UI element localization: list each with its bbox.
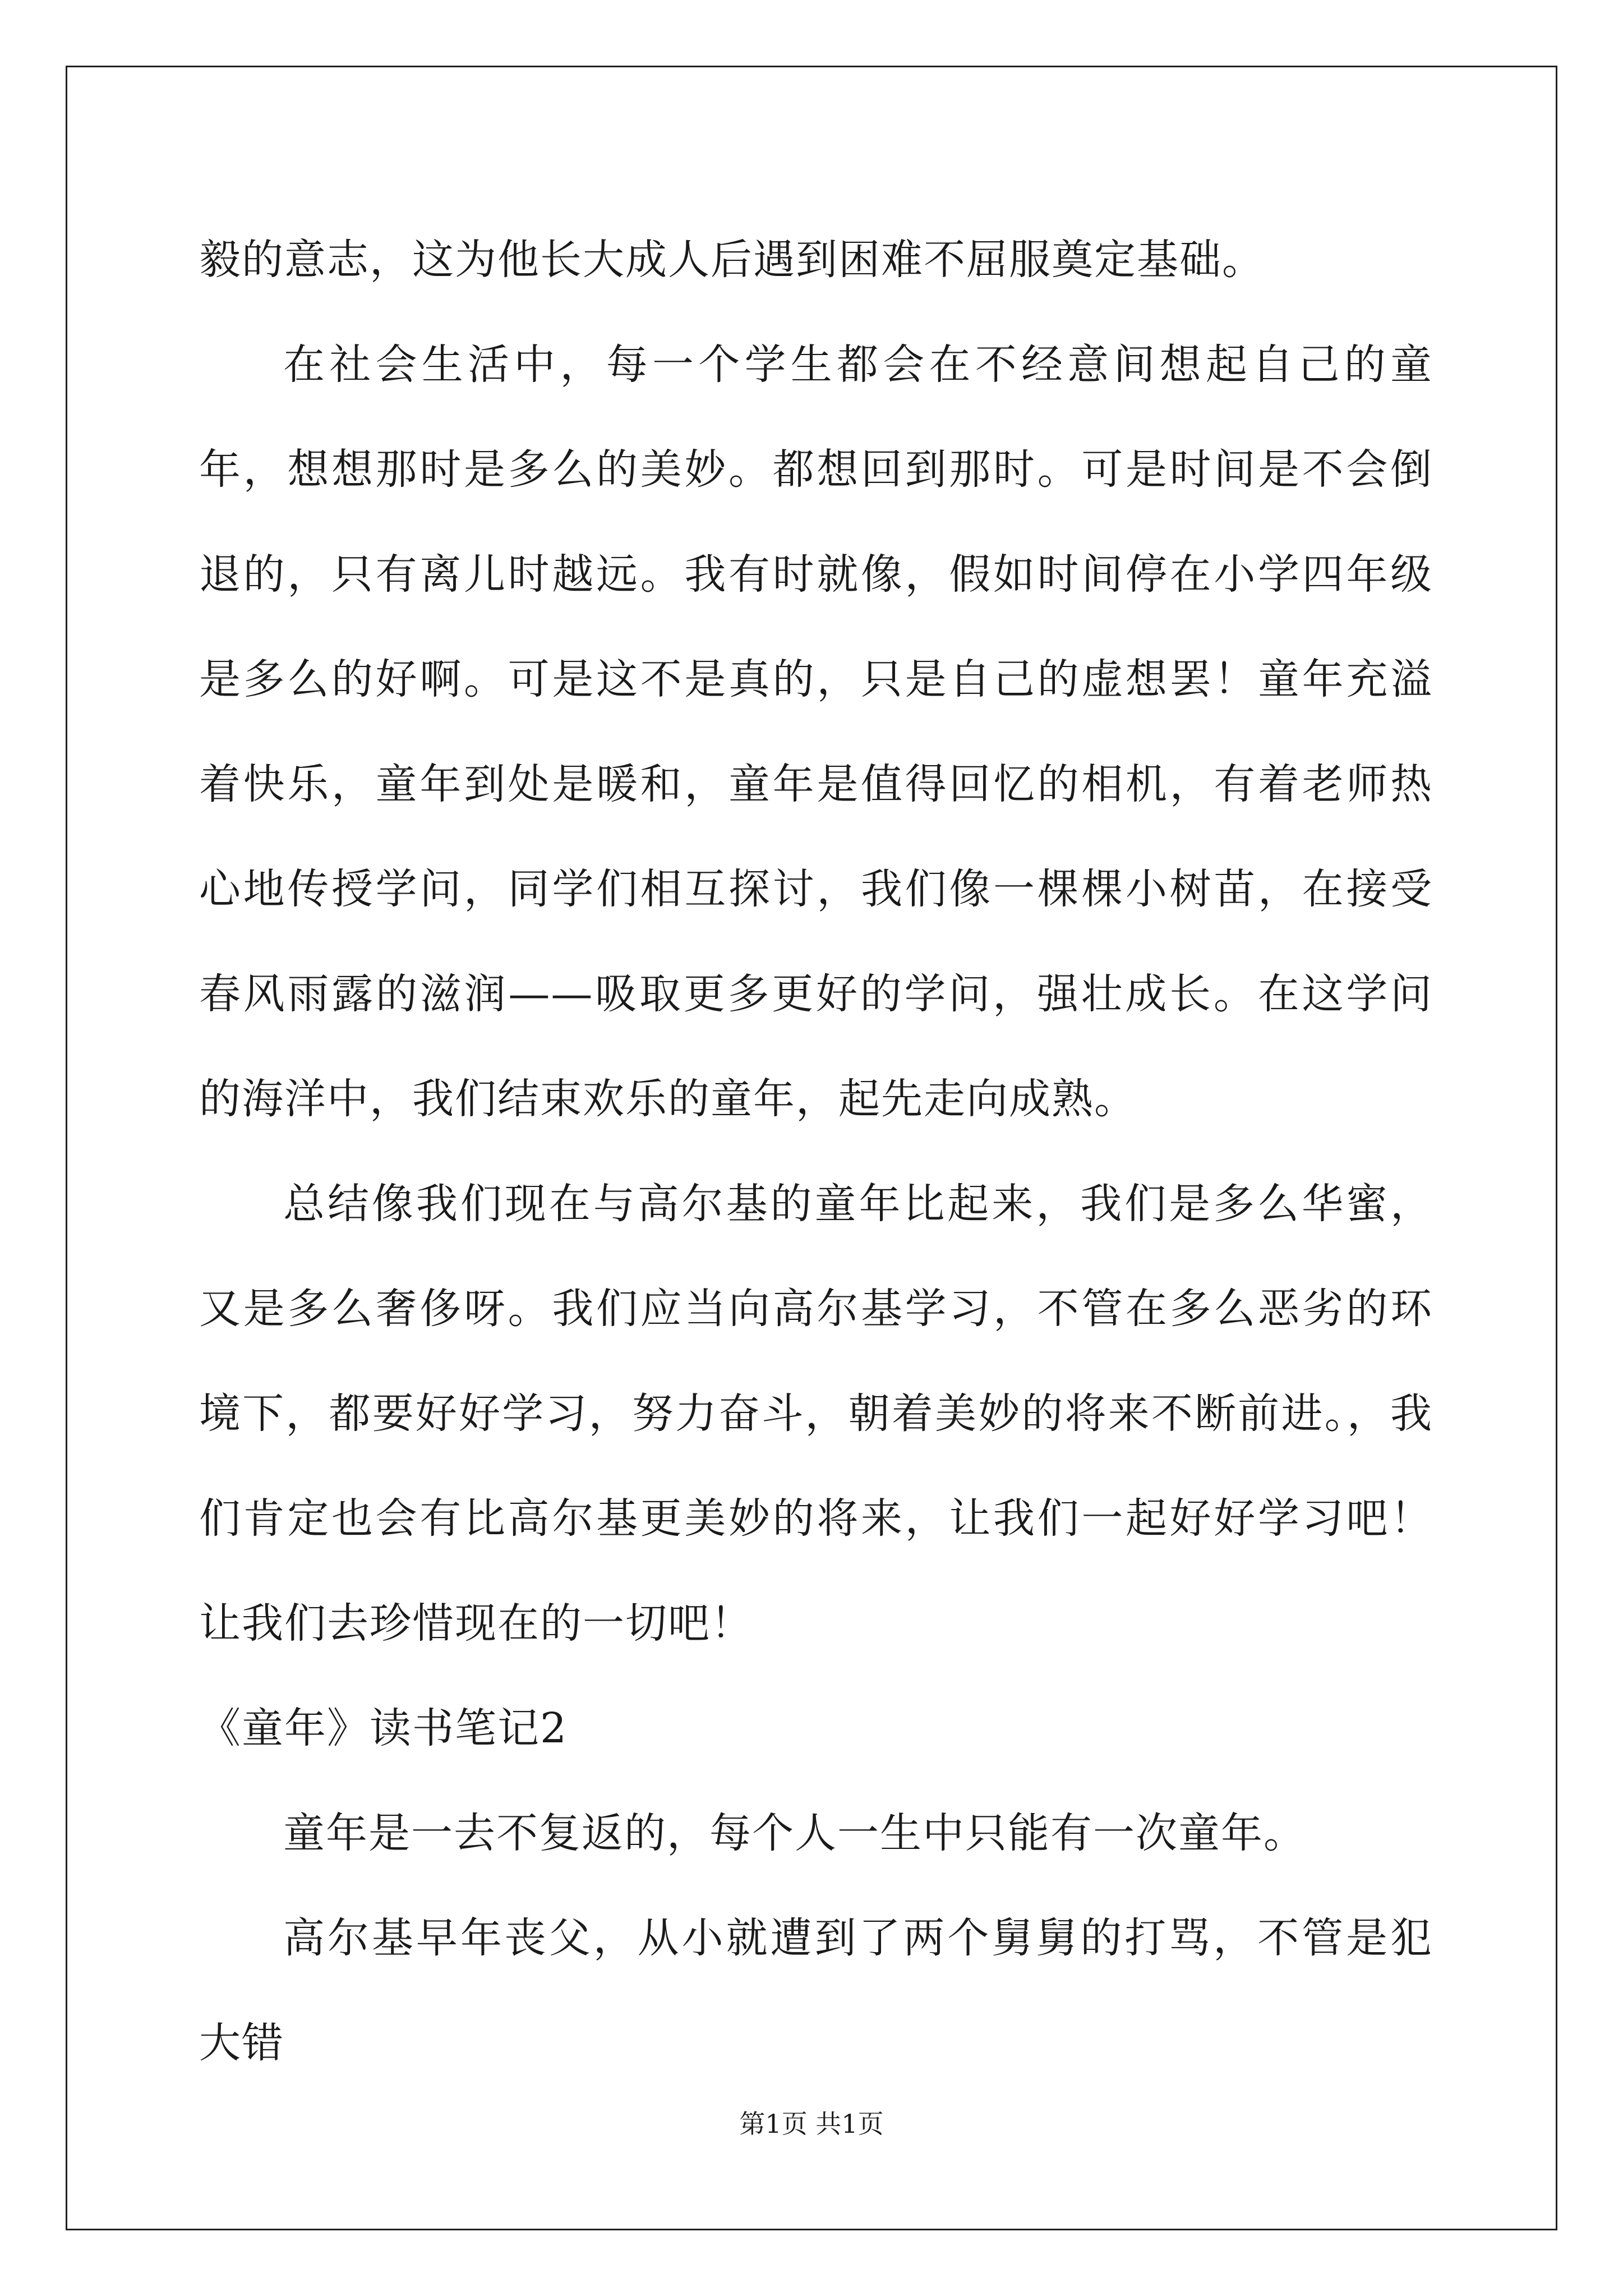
page-number-footer: 第1页 共1页	[739, 2109, 884, 2139]
paragraph-childhood-memories: 在社会生活中，每一个学生都会在不经意间想起自己的童年，想想那时是多么的美妙。都想回到那时。可是时间是不会倒退的，只有离儿时越远。我有时就像，假如时间停在小学四年级是多么的好啊。可是这不是真的，只是自己的虚想罢！童年充溢着快乐，童年到处是暖和，童年是值得回忆的相机，有着老师热心地传授学问，同学们相互探讨，我们像一棵棵小树苗，在接受春风雨露的滋润——吸取更多更好的学问，强壮成长。在这学问的海洋中，我们结束欢乐的童年，起先走向成熟。	[199, 341, 1433, 1123]
paragraph-gorky: 高尔基早年丧父，从小就遭到了两个舅舅的打骂，不管是犯大错	[199, 1914, 1433, 2067]
document-body	[199, 208, 1433, 2096]
paragraph-intro: 童年是一去不复返的，每个人一生中只能有一次童年。	[283, 1809, 1306, 1857]
section-heading: 《童年》读书笔记2	[199, 1704, 568, 1752]
paragraph-continuation: 毅的意志，这为他长大成人后遇到困难不屈服奠定基础。	[199, 236, 1265, 284]
paragraph-summary: 总结像我们现在与高尔基的童年比起来，我们是多么华蜜，又是多么奢侈呀。我们应当向高尔基学习，不管在多么恶劣的环境下，都要好好学习，努力奋斗，朝着美妙的将来不断前进。，我们肯定也会有比高尔基更美妙的将来，让我们一起好好学习吧！让我们去珍惜现在的一切吧！	[199, 1180, 1433, 1648]
